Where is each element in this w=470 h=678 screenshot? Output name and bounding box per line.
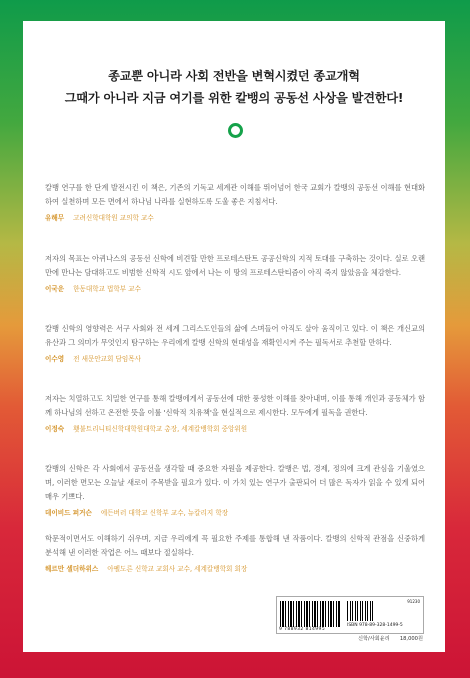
barcode-number: 9 788932 814995 — [279, 627, 326, 632]
review-text: 칼뱅 연구를 한 단계 발전시킨 이 책은, 기존의 기독교 세계관 이해를 뛰어넘어 한국 교회가 칼뱅의 공동선 이해를 현대화하여 실천하며 모든 면에서 하나님 나라를 실현하도록 도울 좋은 지침서다. — [45, 183, 425, 206]
review-author — [45, 353, 425, 363]
review-text: 학문적이면서도 이해하기 쉬우며, 지금 우리에게 꼭 필요한 주제를 통합해 낸 작품이다. 칼뱅의 신학적 관점을 신중하게 분석해 낸 이러한 작업은 어느 때보다 절실하다. — [45, 534, 425, 557]
reviewer-name: 이국운 — [45, 285, 65, 293]
review-4 — [45, 392, 425, 433]
review-text: 저자는 치열하고도 치밀한 연구를 통해 칼뱅에게서 공동선에 대한 풍성한 이해를 찾아내며, 이를 통해 개인과 공동체가 함께 하나님의 선하고 온전한 뜻을 이룰 '신학적 치유책'을 현실적으로 제시한다. 모두에게 필독을 권한다. — [45, 394, 425, 417]
isbn-text: ISBN 978-89-328-1499-5 — [347, 623, 403, 628]
review-3 — [45, 322, 425, 363]
review-author — [45, 283, 425, 293]
review-text: 칼뱅의 신학은 각 사회에서 공동선을 생각할 때 중요한 자원을 제공한다. 칼뱅은 법, 경제, 정의에 크게 관심을 기울였으며, 이러한 면모는 오늘날 새로이 주목받을 필요가 있다. 이 가치 있는 연구가 출판되어 더 많은 독자가 읽을 수 있게 되어 매우 기쁘다. — [45, 464, 425, 501]
back-cover-card — [23, 21, 445, 652]
barcode-addon-bars — [347, 601, 375, 621]
reviewer-role: 한동대학교 법학부 교수 — [73, 285, 141, 293]
reviewer-name: 헤르만 셀더하위스 — [45, 565, 99, 573]
headline-line-2: 그때가 아니라 지금 여기를 위한 칼뱅의 공동선 사상을 발견한다! — [64, 91, 404, 105]
price-label: 18,000원 — [399, 636, 423, 642]
review-author — [45, 507, 425, 517]
review-5 — [45, 462, 425, 517]
reviewer-name: 이수영 — [45, 355, 65, 363]
reviewer-role: 아펠도른 신학교 교회사 교수, 세계칼뱅학회 회장 — [107, 565, 248, 573]
price-line — [323, 635, 423, 642]
reviewer-name: 이정숙 — [45, 425, 65, 433]
reviewer-name: 유해무 — [45, 214, 65, 222]
isbn-barcode — [276, 596, 424, 634]
headline-line-1: 종교뿐 아니라 사회 전반을 변혁시켰던 종교개혁 — [108, 69, 360, 83]
review-author — [45, 212, 425, 222]
review-text: 칼뱅 신학의 영향력은 서구 사회와 전 세계 그리스도인들의 삶에 스며들어 아직도 살아 움직이고 있다. 이 책은 개신교의 유산과 그 의미가 무엇인지 탐구하는 우리에게 칼뱅 신학의 현대성을 재확인시켜 주는 필독서로 추천할 만하다. — [45, 324, 425, 347]
review-6 — [45, 532, 425, 573]
review-author — [45, 423, 425, 433]
review-1 — [45, 181, 425, 222]
reviewer-role: 에든버러 대학교 신학부 교수, 뉴칼리지 학장 — [100, 509, 229, 517]
reviewer-role: 고려신학대학원 교의학 교수 — [73, 214, 154, 222]
review-text: 저자의 목표는 아퀴나스의 공동선 신학에 비견할 만한 프로테스탄트 공공신학의 지적 토대를 구축하는 것이다. 실로 오랜만에 만나는 담대하고도 비범한 신학적 시도 앞에서 나는 이 땅의 프로테스탄티즘이 아직 죽지 않았음을 체감한다. — [45, 254, 425, 277]
reviewer-role: 전 새문안교회 담임목사 — [73, 355, 141, 363]
review-author — [45, 563, 425, 573]
green-circle-ornament — [228, 123, 243, 138]
headline — [23, 65, 445, 109]
barcode-addon-number: 91230 — [407, 599, 420, 604]
reviewer-role: 횃불트리니티신학대학원대학교 총장, 세계칼뱅학회 중앙위원 — [73, 425, 248, 433]
reviewer-name: 데이비드 퍼거슨 — [45, 509, 92, 517]
category-label: 신학/사회윤리 — [358, 636, 390, 642]
barcode-bars — [280, 601, 340, 627]
review-2 — [45, 252, 425, 293]
